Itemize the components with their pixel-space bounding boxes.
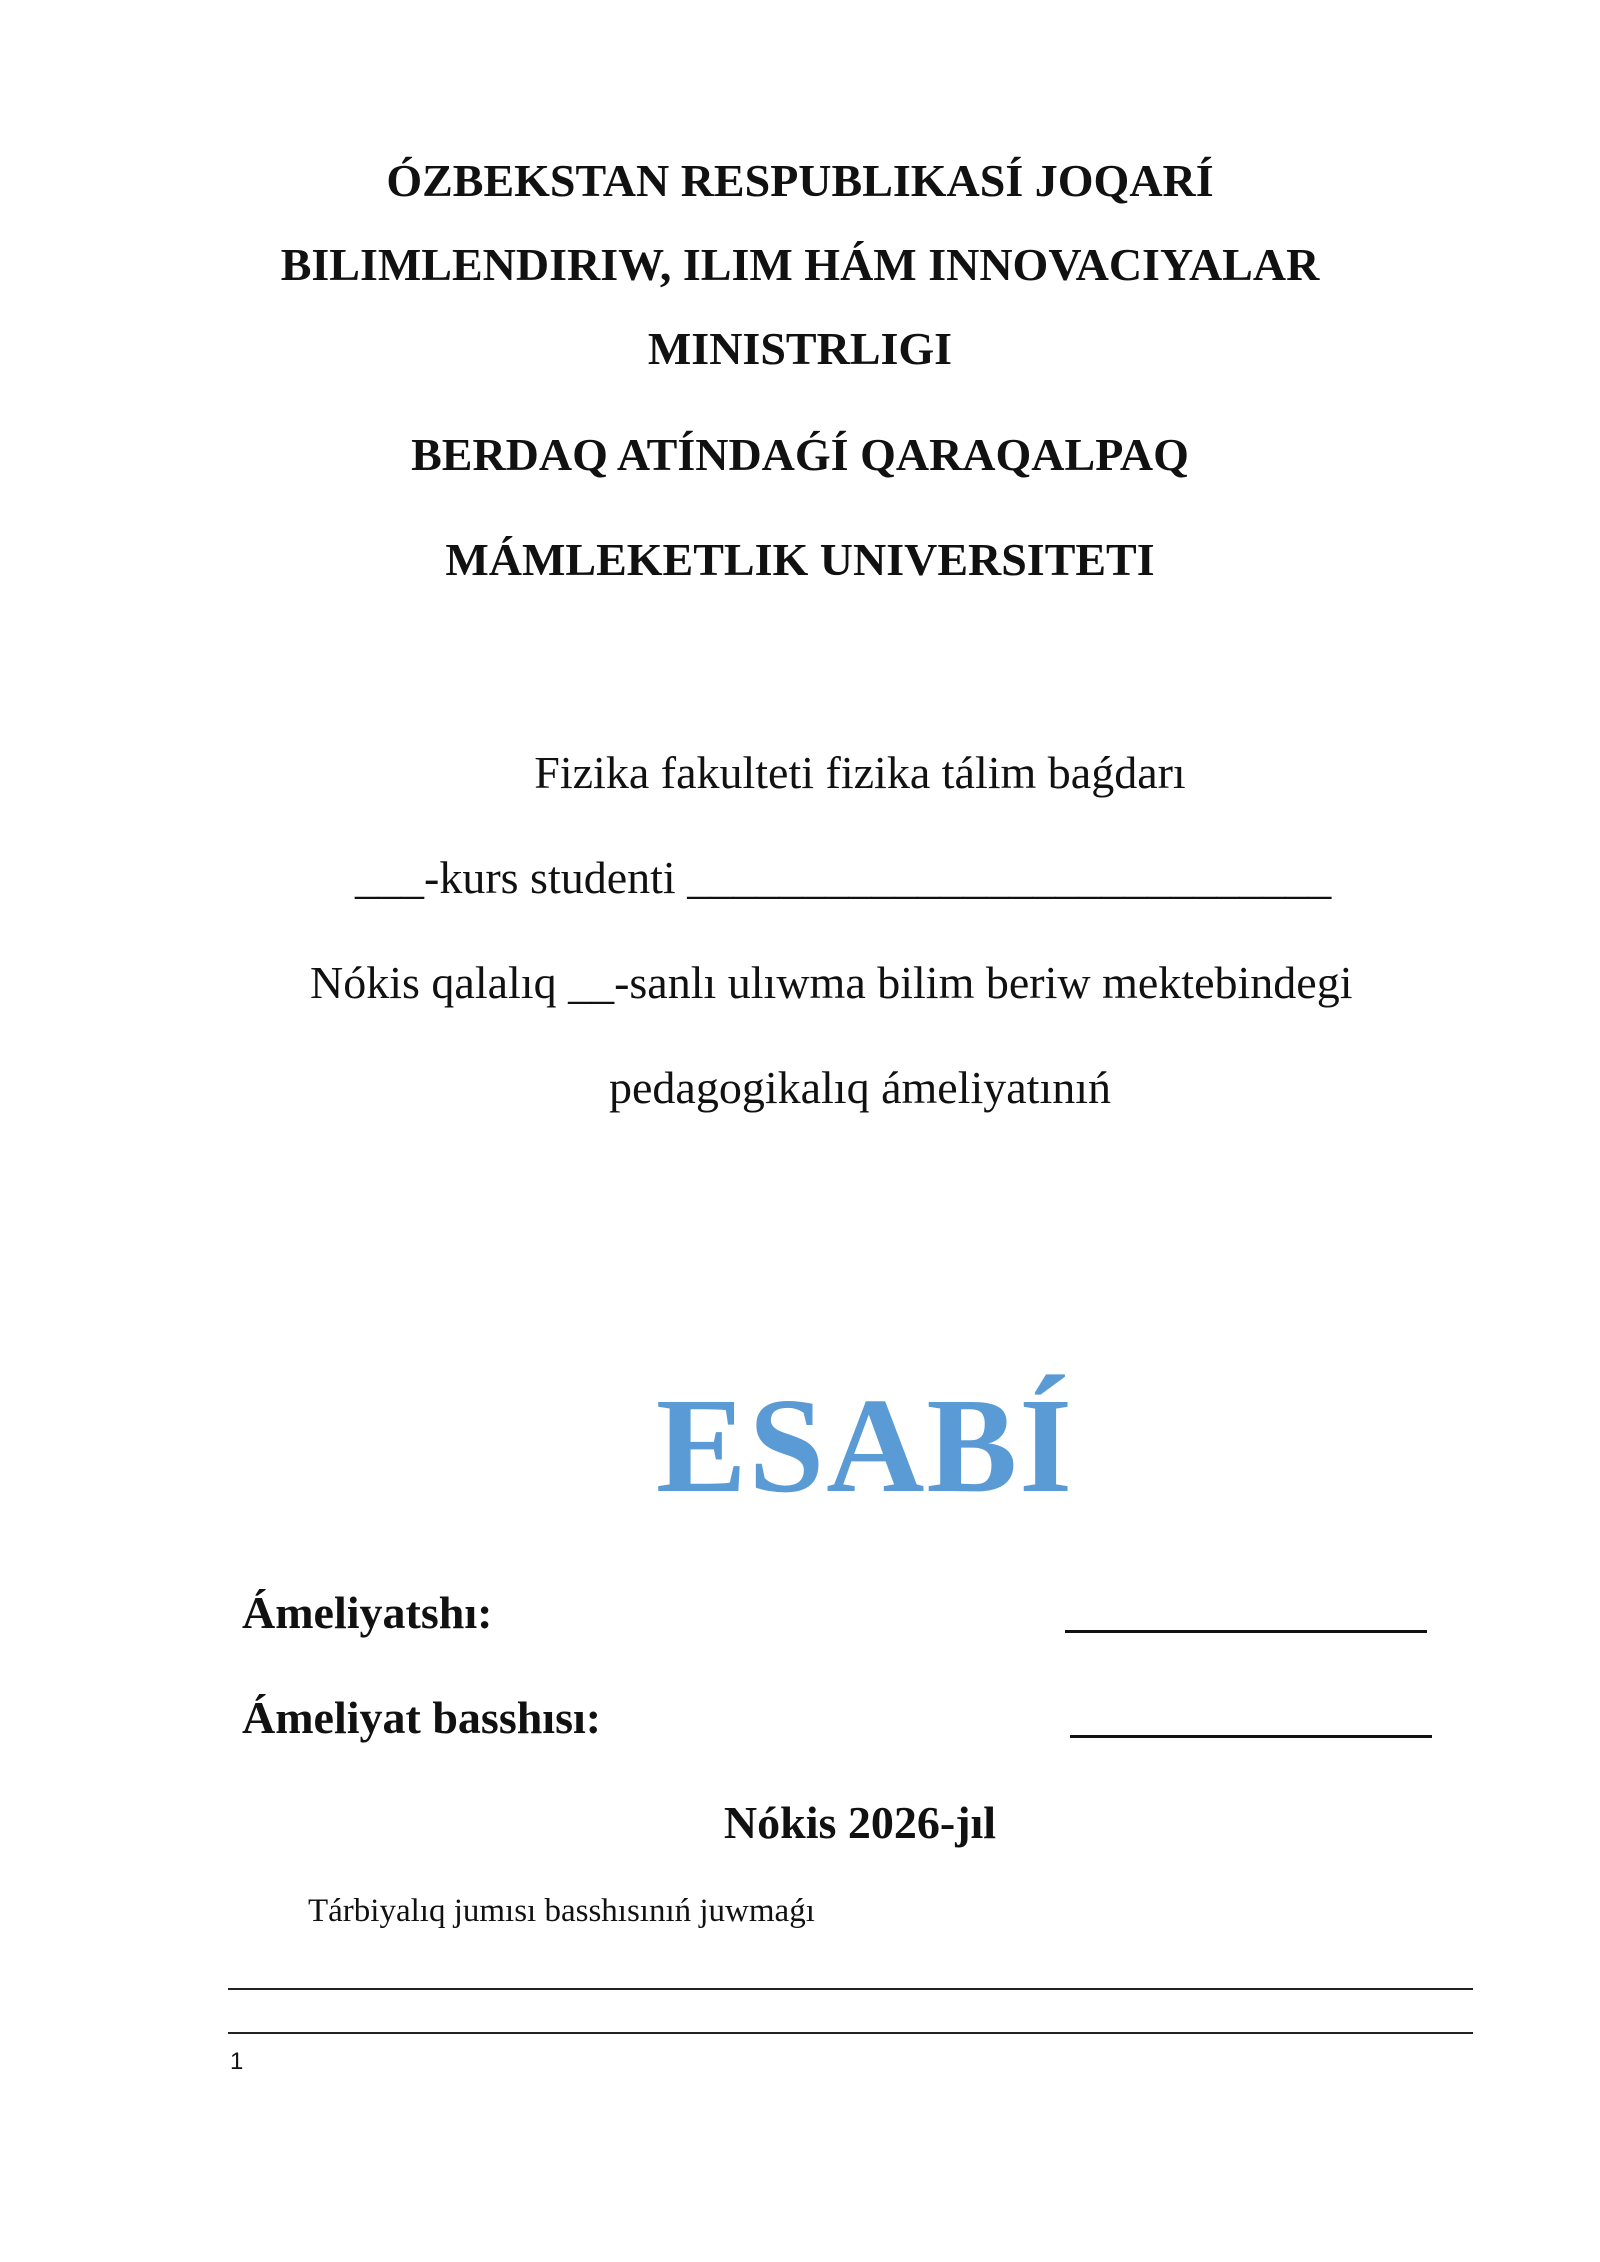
ministry-line-2: BILIMLENDIRIW, ILIM HÁM INNOVACIYALAR bbox=[280, 239, 1320, 290]
document-title: ESABÍ bbox=[655, 1371, 1075, 1521]
university-line-2: MÁMLEKETLIK UNIVERSITETI bbox=[445, 534, 1155, 585]
footnote-text: Tárbiyalıq jumısı basshısınıń juwmaǵı bbox=[308, 1893, 815, 1929]
supervisor-label: Ámeliyat basshısı: bbox=[242, 1692, 602, 1743]
faculty-line: Fizika fakulteti fizika tálim baǵdarı bbox=[534, 747, 1186, 798]
practice-line: pedagogikalıq ámeliyatınıń bbox=[608, 1062, 1112, 1113]
ministry-line-1: ÓZBEKSTAN RESPUBLIKASÍ JOQARÍ bbox=[386, 155, 1214, 206]
student-line: ___-kurs studenti ____________________________ bbox=[355, 852, 1332, 903]
university-line-1: BERDAQ ATÍNDAǴÍ QARAQALPAQ bbox=[411, 429, 1189, 480]
school-line: Nókis qalalıq __-sanlı ulıwma bilim beriw mektebindegi bbox=[310, 957, 1353, 1008]
practitioner-signature-line bbox=[1065, 1630, 1427, 1633]
practitioner-label: Ámeliyatshı: bbox=[242, 1587, 493, 1638]
page-number: 1 bbox=[230, 2048, 244, 2075]
ministry-line-3: MINISTRLIGI bbox=[647, 323, 953, 374]
place-year: Nókis 2026-jıl bbox=[723, 1797, 997, 1848]
supervisor-signature-line bbox=[1070, 1735, 1432, 1738]
footnote-rule-2 bbox=[228, 2032, 1473, 2034]
footnote-rule-1 bbox=[228, 1988, 1473, 1990]
